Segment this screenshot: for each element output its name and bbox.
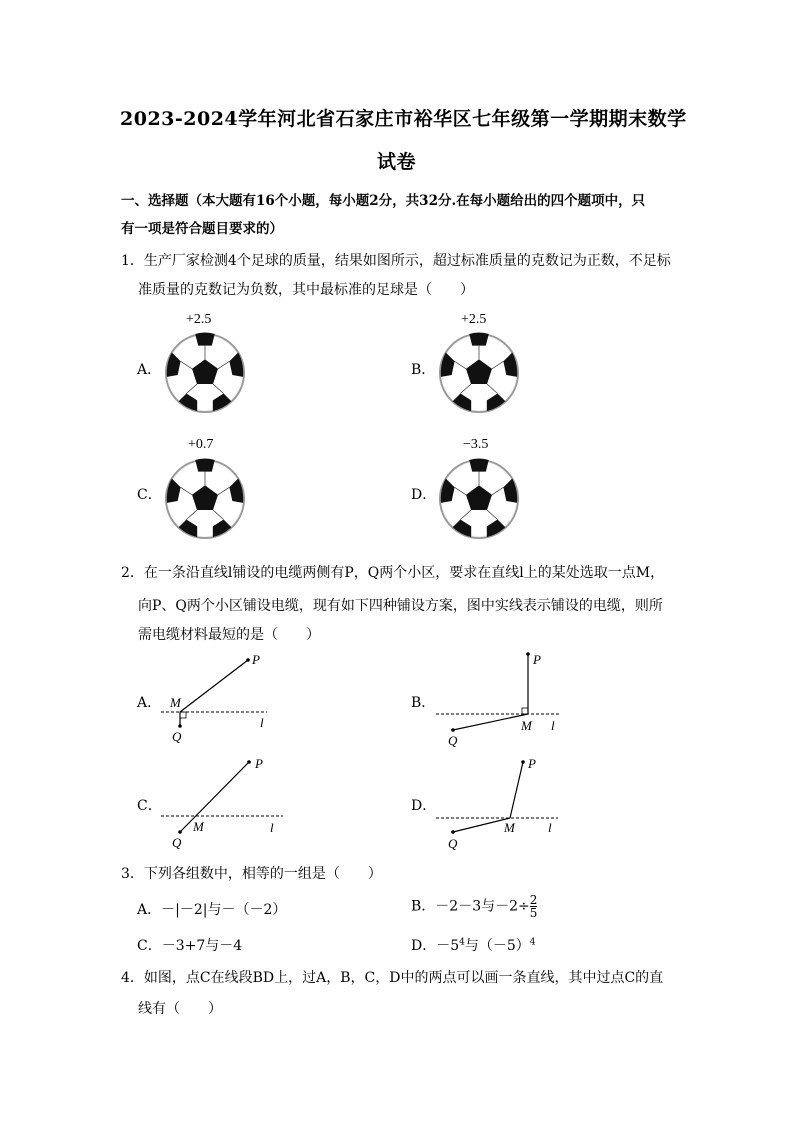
page-title-cont: 试卷	[377, 151, 417, 173]
point-q-label: Q	[448, 733, 458, 748]
q2-option-b-label: B．	[411, 695, 436, 711]
point-p-label: P	[255, 756, 263, 771]
soccer-ball-d-icon	[438, 458, 520, 540]
q3-option-a: A．－|－2|与－（－2）	[137, 902, 287, 918]
ball-d-value: −3.5	[463, 437, 489, 452]
point-m-label: M	[521, 718, 532, 733]
question-4-stem: 4．如图，点C在线段BD上，过A，B，C，D中的两点可以画一条直线，其中过点C的直	[121, 970, 664, 986]
point-p-label: P	[533, 652, 541, 667]
ball-a-value: +2.5	[186, 312, 212, 327]
q3-option-b: B．－2－3与－2÷ $\frac{2}{5}$	[411, 893, 538, 920]
page-title: 2023-2024学年河北省石家庄市裕华区七年级第一学期期末数学	[120, 108, 687, 130]
point-m-label: M	[170, 695, 181, 710]
option-d-label: D．	[411, 487, 437, 503]
point-m-label: M	[193, 819, 204, 834]
section-heading-cont: 有一项是符合题目要求的）	[121, 221, 283, 237]
line-l-label: l	[270, 820, 274, 835]
line-l-label: l	[260, 715, 264, 730]
ball-c-value: +0.7	[188, 437, 214, 452]
line-l-label: l	[548, 820, 552, 835]
q3-option-d: D．$-5^4$与$(-5)^4$	[411, 937, 536, 954]
q2-diagram-a	[155, 648, 285, 748]
soccer-ball-c-icon	[164, 458, 246, 540]
option-a-label: A．	[137, 362, 162, 378]
q3-option-c: C．－3+7与－4	[137, 938, 243, 954]
question-2-stem-cont2: 需电缆材料最短的是（ ）	[138, 627, 320, 643]
point-p-label: P	[528, 756, 536, 771]
q2-diagram-b	[430, 648, 570, 748]
soccer-ball-b-icon	[438, 332, 520, 414]
point-q-label: Q	[448, 836, 458, 851]
question-2-stem-cont: 向P、Q两个小区铺设电缆，现有如下四种铺设方案，图中实线表示铺设的电缆，则所	[138, 598, 663, 614]
line-l-label: l	[551, 718, 555, 733]
point-p-label: P	[252, 652, 260, 667]
q2-option-d-label: D．	[411, 798, 437, 814]
option-b-label: B．	[411, 362, 436, 378]
q2-option-c-label: C．	[137, 798, 162, 814]
question-3-stem: 3．下列各组数中，相等的一组是（ ）	[121, 866, 382, 882]
point-q-label: Q	[172, 835, 182, 850]
q2-diagram-d	[430, 752, 570, 852]
point-q-label: Q	[172, 729, 182, 744]
point-m-label: M	[504, 820, 515, 835]
question-4-stem-cont: 线有（ ）	[138, 1001, 222, 1017]
soccer-ball-a-icon	[164, 332, 246, 414]
q2-option-a-label: A．	[137, 695, 162, 711]
question-2-stem: 2．在一条沿直线l铺设的电缆两侧有P，Q两个小区，要求在直线l上的某处选取一点M，	[121, 565, 665, 581]
option-c-label: C．	[137, 487, 162, 503]
q2-diagram-c	[155, 752, 290, 852]
section-heading: 一、选择题（本大题有16个小题，每小题2分，共32分.在每小题给出的四个题项中，只	[121, 193, 646, 209]
question-1-stem: 1．生产厂家检测4个足球的质量，结果如图所示，超过标准质量的克数记为正数，不足标	[121, 253, 671, 269]
question-1-stem-cont: 准质量的克数记为负数，其中最标准的足球是（ ）	[138, 282, 474, 298]
ball-b-value: +2.5	[461, 312, 487, 327]
